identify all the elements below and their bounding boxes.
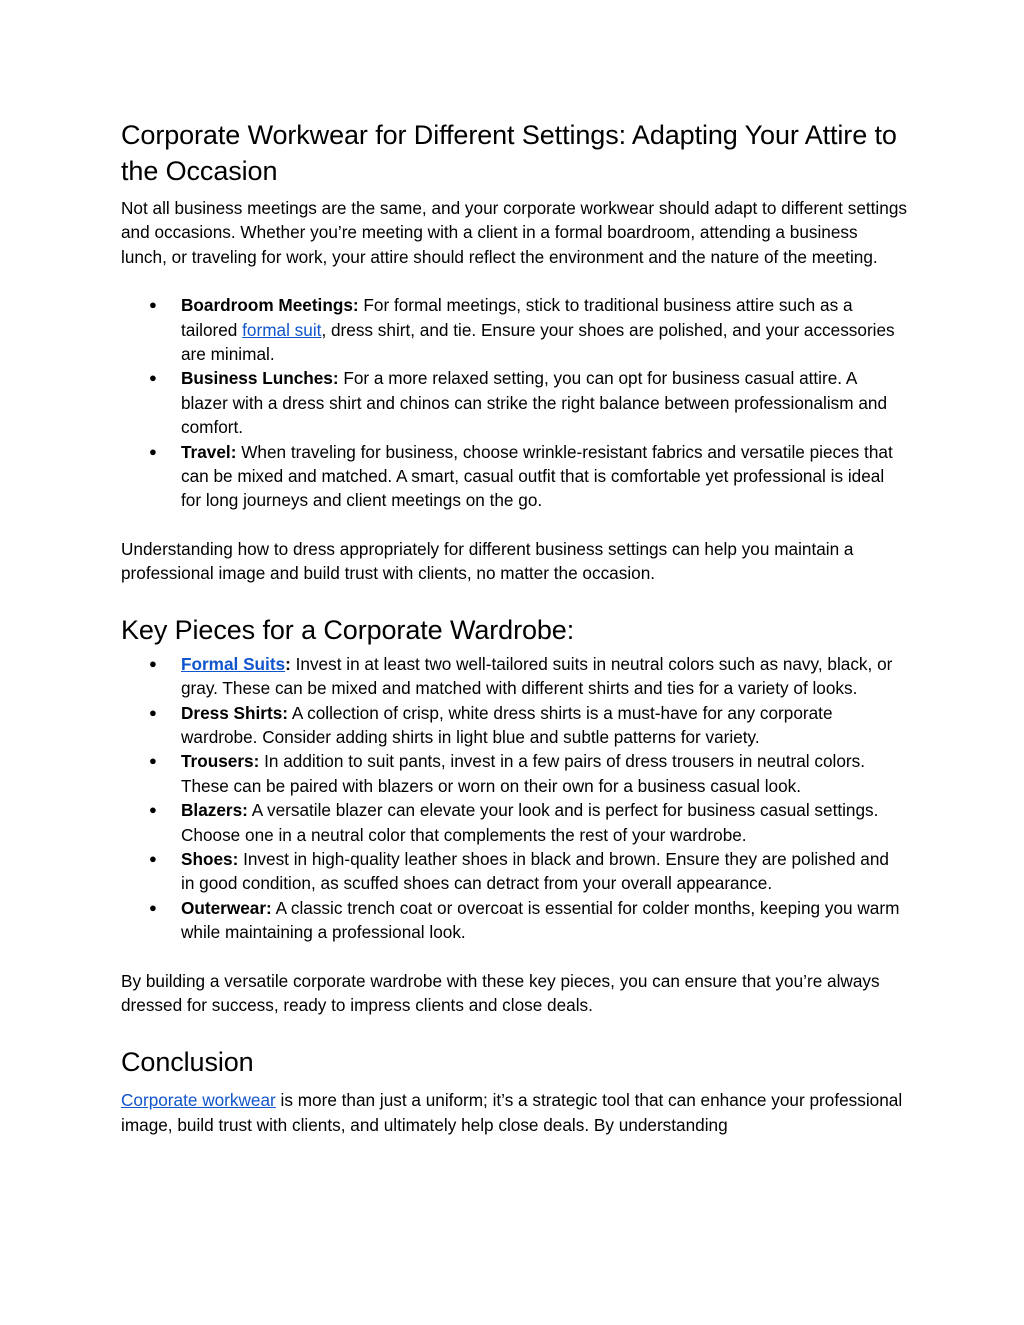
item-text: A versatile blazer can elevate your look and is perfect for business casual settings. Choose one in a neutral color that complements the rest of your wardrobe. <box>181 800 879 845</box>
item-text: For formal meetings, stick to traditional business attire such as a tailored <box>181 295 853 340</box>
list-item-shoes <box>121 847 907 896</box>
item-label: Boardroom Meetings: <box>181 295 359 316</box>
item-label: Business Lunches: <box>181 368 339 389</box>
formal-suits-link[interactable]: Formal Suits <box>181 653 286 674</box>
item-text: For a more relaxed setting, you can opt for business casual attire. A blazer with a dress shirt and chinos can strike the right balance between professionalism and comfort. <box>181 368 888 438</box>
item-text: Invest in high-quality leather shoes in black and brown. Ensure they are polished and in good condition, as scuffed shoes can detract from your overall appearance. <box>181 848 889 894</box>
list-item-business-lunches <box>121 366 907 439</box>
bullet-icon: ● <box>149 802 157 818</box>
list-item-boardroom <box>121 293 907 366</box>
item-label: Blazers: <box>181 800 248 821</box>
conclusion-text: is more than just a uniform; it’s a strategic tool that can enhance your professional image, build trust with clients, and ultimately help close deals. By understanding <box>121 1090 903 1135</box>
corporate-workwear-link[interactable]: Corporate workwear <box>121 1090 276 1111</box>
intro-paragraph: Not all business meetings are the same, and your corporate workwear should adapt to different settings and occasions. Whether you’re meeting with a client in a formal boardroom, attending a business lunch, or traveling for work, your attire should reflect the environment and the nature of the meeting. <box>121 198 907 267</box>
item-text: When traveling for business, choose wrinkle-resistant fabrics and versatile pieces that can be mixed and matched. A smart, casual outfit that is comfortable yet professional is ideal for long journeys and client meetings on the go. <box>181 441 893 511</box>
section-heading-conclusion: Conclusion <box>121 1047 254 1078</box>
bullet-icon: ● <box>149 704 157 720</box>
document-page <box>121 117 907 1137</box>
formal-suit-link[interactable]: formal suit <box>242 319 322 340</box>
key-pieces-list <box>121 652 907 945</box>
section-heading-key-pieces: Key Pieces for a Corporate Wardrobe: <box>121 614 575 645</box>
item-label-colon: : <box>285 653 291 674</box>
item-label: Outerwear: <box>181 897 272 918</box>
settings-list <box>121 293 907 513</box>
bullet-icon: ● <box>149 753 157 769</box>
bullet-icon: ● <box>149 443 157 459</box>
item-text: A collection of crisp, white dress shirts is a must-have for any corporate wardrobe. Consider adding shirts in light blue and subtle patterns for variety. <box>181 702 833 747</box>
list-item-blazers <box>121 798 907 847</box>
settings-closing-paragraph: Understanding how to dress appropriately for different business settings can help you maintain a professional image and build trust with clients, no matter the occasion. <box>121 538 854 584</box>
bullet-icon: ● <box>149 370 157 386</box>
bullet-icon: ● <box>149 850 157 866</box>
item-label: Trousers: <box>181 751 260 772</box>
list-item-formal-suits <box>121 652 907 701</box>
item-label: Shoes: <box>181 848 239 869</box>
key-pieces-closing-paragraph: By building a versatile corporate wardrobe with these key pieces, you can ensure that you’re always dressed for success, ready to impress clients and close deals. <box>121 970 880 1015</box>
list-item-outerwear <box>121 896 907 945</box>
item-text: A classic trench coat or overcoat is essential for colder months, keeping you warm while maintaining a professional look. <box>181 897 900 943</box>
list-item-travel <box>121 440 907 513</box>
bullet-icon: ● <box>149 899 157 915</box>
item-text: In addition to suit pants, invest in a few pairs of dress trousers in neutral colors. These can be paired with blazers or worn on their own for a business casual look. <box>181 751 866 796</box>
bullet-icon: ● <box>149 655 157 671</box>
list-item-trousers <box>121 749 907 798</box>
item-label: Dress Shirts: <box>181 702 288 723</box>
bullet-icon: ● <box>149 297 157 313</box>
item-label: Travel: <box>181 441 237 462</box>
list-item-dress-shirts <box>121 701 907 750</box>
item-text: Invest in at least two well-tailored suits in neutral colors such as navy, black, or gray. These can be mixed and matched with different shirts and ties for a variety of looks. <box>181 653 893 699</box>
item-text: , dress shirt, and tie. Ensure your shoes are polished, and your accessories are minimal. <box>181 319 895 365</box>
section-heading-settings: Corporate Workwear for Different Settings: Adapting Your Attire to the Occasion <box>121 120 897 186</box>
conclusion-paragraph <box>121 1088 907 1137</box>
